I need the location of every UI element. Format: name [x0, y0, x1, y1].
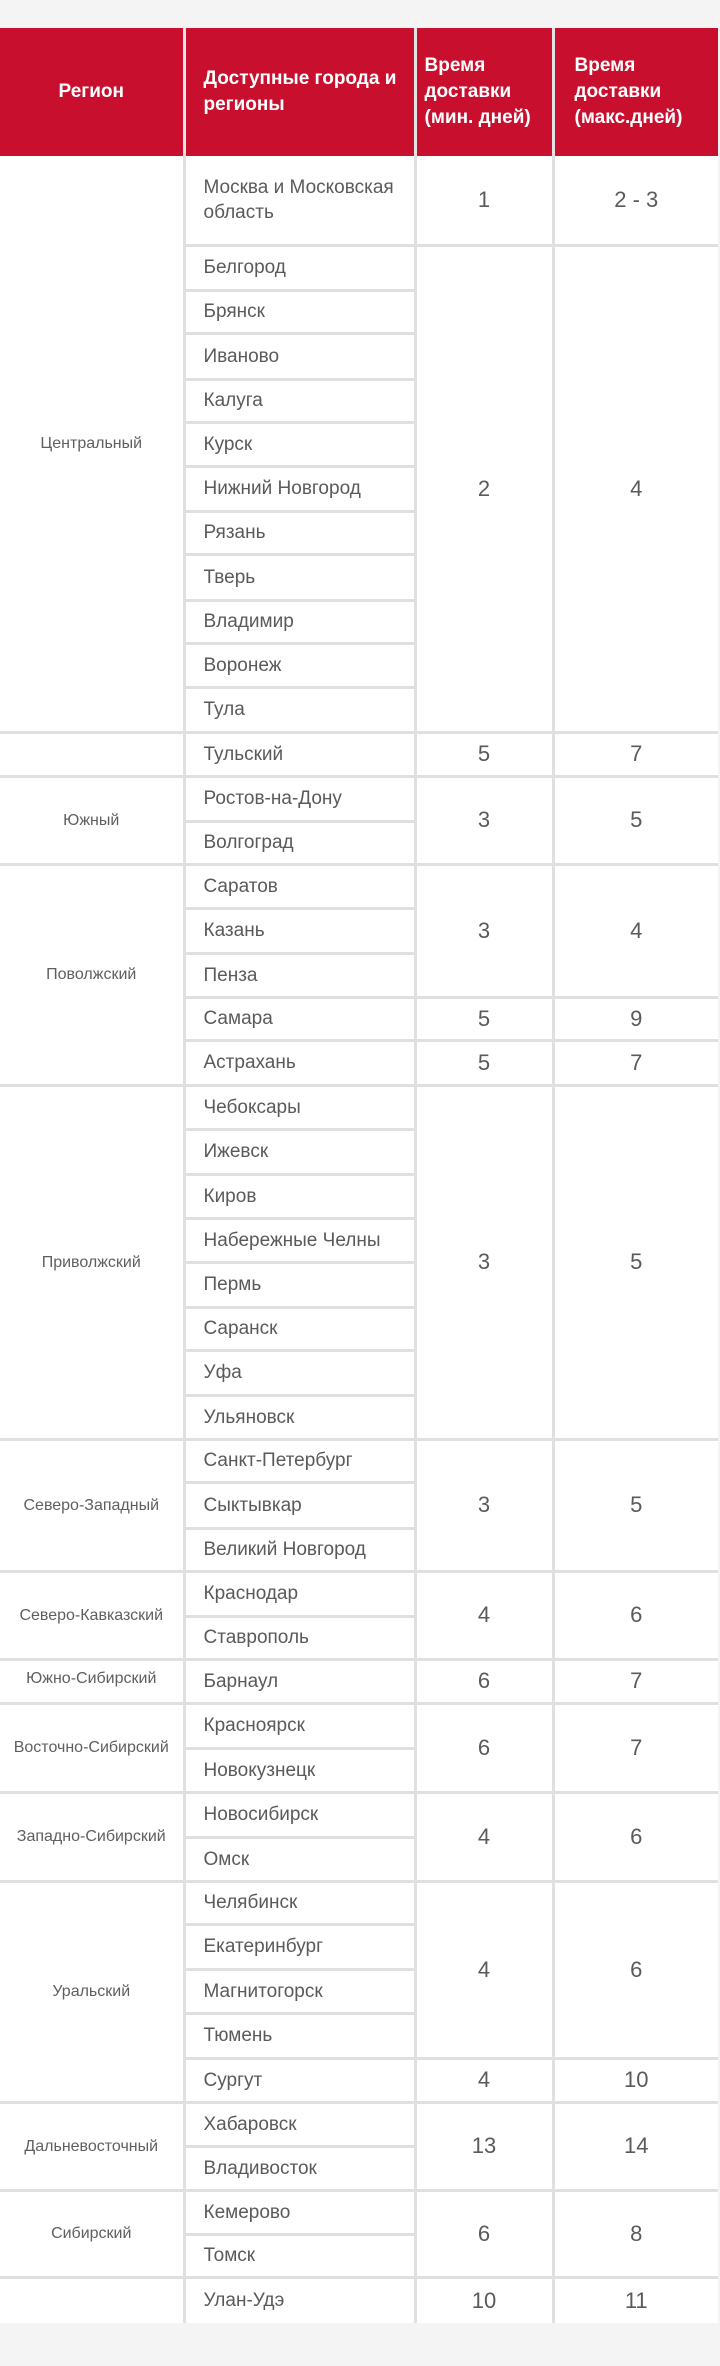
city-cell: Казань — [184, 908, 415, 953]
region-cell — [0, 2277, 184, 2323]
region-cell: Восточно-Сибирский — [0, 1703, 184, 1792]
min-days-cell: 4 — [415, 1881, 553, 2058]
city-cell: Рязань — [184, 511, 415, 554]
region-cell: Приволжский — [0, 1085, 184, 1439]
max-days-cell: 7 — [553, 732, 718, 776]
region-cell: Южный — [0, 776, 184, 864]
city-cell: Улан-Удэ — [184, 2277, 415, 2323]
min-days-cell: 3 — [415, 776, 553, 864]
max-days-cell: 6 — [553, 1792, 718, 1881]
city-cell: Чебоксары — [184, 1085, 415, 1129]
city-cell: Тюмень — [184, 2013, 415, 2058]
max-days-cell: 9 — [553, 997, 718, 1040]
max-days-cell: 4 — [553, 245, 718, 732]
region-cell — [0, 732, 184, 776]
region-cell: Дальневосточный — [0, 2102, 184, 2190]
table-row — [0, 1881, 718, 1924]
city-cell: Нижний Новгород — [184, 466, 415, 511]
max-days-cell: 6 — [553, 1881, 718, 2058]
min-days-cell: 6 — [415, 1659, 553, 1703]
table-row — [0, 1085, 718, 1129]
max-days-cell: 14 — [553, 2102, 718, 2190]
city-cell: Томск — [184, 2234, 415, 2277]
max-days-cell: 5 — [553, 776, 718, 864]
city-cell: Хабаровск — [184, 2102, 415, 2146]
min-days-cell: 5 — [415, 997, 553, 1040]
table-row — [0, 1439, 718, 1482]
city-cell: Великий Новгород — [184, 1528, 415, 1571]
min-days-cell: 4 — [415, 1571, 553, 1659]
header-region-label: Регион — [58, 81, 124, 102]
city-cell: Ульяновск — [184, 1395, 415, 1439]
city-cell: Красноярск — [184, 1703, 415, 1748]
city-cell: Ростов-на-Дону — [184, 776, 415, 821]
city-cell: Иваново — [184, 333, 415, 379]
min-days-cell: 5 — [415, 1040, 553, 1085]
min-days-cell: 13 — [415, 2102, 553, 2190]
max-days-cell: 10 — [553, 2058, 718, 2102]
city-cell: Белгород — [184, 245, 415, 290]
header-region — [0, 28, 184, 156]
region-cell: Поволжский — [0, 864, 184, 1085]
city-cell: Волгоград — [184, 821, 415, 864]
header-min-days-label: Время доставки (мин. дней) — [424, 55, 531, 128]
city-cell: Челябинск — [184, 1881, 415, 1924]
table-row — [0, 2102, 718, 2146]
region-cell: Сибирский — [0, 2190, 184, 2277]
city-cell: Саранск — [184, 1307, 415, 1350]
min-days-cell: 1 — [415, 156, 553, 245]
city-cell: Барнаул — [184, 1659, 415, 1703]
city-cell: Кемерово — [184, 2190, 415, 2234]
city-cell: Пермь — [184, 1262, 415, 1307]
region-cell: Центральный — [40, 434, 143, 452]
max-days-cell: 7 — [553, 1659, 718, 1703]
table-row — [0, 1703, 718, 1748]
min-days-cell: 4 — [415, 2058, 553, 2102]
city-cell: Набережные Челны — [184, 1218, 415, 1262]
header-cities — [184, 28, 415, 156]
city-cell: Воронеж — [184, 643, 415, 687]
city-cell: Калуга — [184, 379, 415, 422]
max-days-cell: 7 — [553, 1703, 718, 1792]
max-days-cell: 7 — [553, 1040, 718, 1085]
table-row — [0, 776, 718, 821]
max-days-cell: 11 — [553, 2277, 718, 2323]
city-cell: Санкт-Петербург — [184, 1439, 415, 1482]
city-cell: Омск — [184, 1837, 415, 1881]
city-cell: Новосибирск — [184, 1792, 415, 1837]
city-cell: Пенза — [184, 953, 415, 997]
table-row — [0, 156, 718, 245]
city-cell: Саратов — [184, 864, 415, 908]
city-cell: Краснодар — [184, 1571, 415, 1616]
min-days-cell: 3 — [415, 1439, 553, 1571]
city-cell: Ставрополь — [184, 1616, 415, 1659]
max-days-cell: 5 — [553, 1439, 718, 1571]
region-cell: Южно-Сибирский — [0, 1659, 184, 1703]
city-cell: Самара — [184, 997, 415, 1040]
delivery-times-table — [0, 28, 718, 2323]
city-cell: Ижевск — [184, 1129, 415, 1174]
min-days-cell: 2 — [415, 245, 553, 732]
max-days-cell: 8 — [553, 2190, 718, 2277]
city-cell: Сургут — [184, 2058, 415, 2102]
max-days-cell: 5 — [553, 1085, 718, 1439]
header-max-days-label: Время доставки (макс.дней) — [574, 55, 683, 128]
header-max-days — [553, 28, 718, 156]
max-days-cell: 2 - 3 — [553, 156, 718, 245]
header-min-days — [415, 28, 553, 156]
region-cell: Северо-Кавказский — [0, 1571, 184, 1659]
table-row — [0, 1571, 718, 1616]
city-cell: Тверь — [184, 554, 415, 600]
min-days-cell: 6 — [415, 1703, 553, 1792]
city-cell: Астрахань — [184, 1040, 415, 1085]
table-row — [0, 2190, 718, 2234]
max-days-cell: 4 — [553, 864, 718, 997]
region-cell: Уральский — [0, 1881, 184, 2102]
min-days-cell: 3 — [415, 864, 553, 997]
min-days-cell: 3 — [415, 1085, 553, 1439]
city-cell: Екатеринбург — [184, 1924, 415, 1969]
table-row — [0, 2277, 718, 2323]
city-cell: Тула — [184, 687, 415, 732]
city-cell: Москва и Московская область — [184, 156, 415, 245]
header-cities-label: Доступные города и регионы — [203, 68, 397, 115]
city-cell: Курск — [184, 422, 415, 466]
min-days-cell: 10 — [415, 2277, 553, 2323]
region-cell: Западно-Сибирский — [0, 1792, 184, 1881]
city-cell: Новокузнецк — [184, 1748, 415, 1792]
table-body — [0, 156, 718, 2323]
city-cell: Магнитогорск — [184, 1969, 415, 2013]
city-cell: Уфа — [184, 1350, 415, 1395]
max-days-cell: 6 — [553, 1571, 718, 1659]
region-cell: Северо-Западный — [0, 1439, 184, 1571]
city-cell: Владивосток — [184, 2146, 415, 2190]
min-days-cell: 5 — [415, 732, 553, 776]
city-cell: Киров — [184, 1174, 415, 1218]
table-row — [0, 732, 718, 776]
city-cell: Владимир — [184, 600, 415, 643]
table-row — [0, 1659, 718, 1703]
min-days-cell: 6 — [415, 2190, 553, 2277]
city-cell: Брянск — [184, 290, 415, 333]
header-row — [0, 28, 718, 156]
table-row — [0, 1792, 718, 1837]
table-row — [0, 864, 718, 908]
city-cell: Тульский — [184, 732, 415, 776]
city-cell: Сыктывкар — [184, 1482, 415, 1528]
table-header — [0, 28, 718, 156]
min-days-cell: 4 — [415, 1792, 553, 1881]
